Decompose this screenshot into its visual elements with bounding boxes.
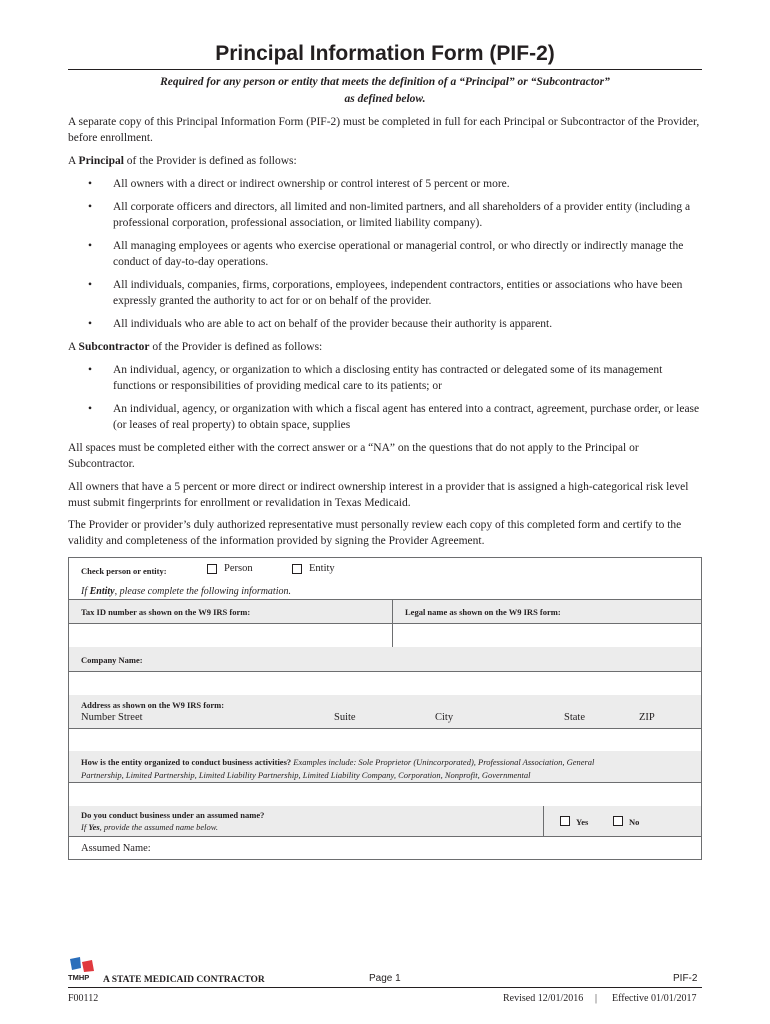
divider xyxy=(69,836,701,837)
revised-date: Revised 12/01/2016 xyxy=(503,993,584,1004)
certify-paragraph: The Provider or provider’s duly authorized representative must personally review each copy of this completed form and certify to the validity and completeness of the information provided by signing the Provider Agreement. xyxy=(68,519,682,547)
page-number: Page 1 xyxy=(369,973,401,984)
principal-bullet: • All owners with a direct or indirect ownership or control interest of 5 percent or more. xyxy=(88,178,510,190)
entity-checkbox[interactable] xyxy=(292,564,302,574)
divider xyxy=(69,671,701,672)
form-code: PIF-2 xyxy=(673,973,698,984)
entity-option-label: Entity xyxy=(309,563,335,574)
owners-paragraph: All owners that have a 5 percent or more direct or indirect ownership interest in a provider that is assigned a high-categorical risk level must submit fingerprints for enrollment or revalidation in Texas Medicaid. xyxy=(68,481,689,509)
address-input[interactable] xyxy=(81,734,691,750)
tax-id-label: Tax ID number as shown on the W9 IRS form: xyxy=(81,607,251,617)
company-name-input[interactable] xyxy=(81,677,691,693)
organization-question: How is the entity organized to conduct business activities? Examples include: Sole Proprietor (Unincorporated), Professional Association, General Partnership, Limited Partnership, Limited Liability Partnership, Limited Liability Company, Corporation, Nonprofit, Governmental xyxy=(81,757,595,780)
company-header-band xyxy=(69,647,701,671)
subtitle xyxy=(68,74,702,108)
intro-paragraph: A separate copy of this Principal Information Form (PIF-2) must be completed in full for each Principal or Subcontractor of the Provider, before enrollment. xyxy=(68,116,700,144)
tmhp-logo-text: TMHP xyxy=(68,973,90,982)
subcontractor-definition: A Subcontractor of the Provider is defined as follows: xyxy=(68,341,323,353)
check-person-entity-label: Check person or entity: xyxy=(81,566,167,576)
principal-term: Principal xyxy=(78,155,124,167)
footer-separator: | xyxy=(595,993,598,1004)
assumed-name-question: Do you conduct business under an assumed name? xyxy=(81,810,265,820)
principal-bullet: • All individuals, companies, firms, corporations, employees, independent contractors, entities or associations who have been expressly granted the authority to act for or on behalf of the provider. xyxy=(88,279,683,307)
divider xyxy=(69,782,701,783)
footer-rule xyxy=(68,987,702,988)
subtitle-line-1: Required for any person or entity that meets the definition of a “Principal” or “Subcontractor” xyxy=(160,76,610,88)
form-number: F00112 xyxy=(68,993,99,1004)
tax-id-input[interactable] xyxy=(81,629,381,645)
person-checkbox[interactable] xyxy=(207,564,217,574)
assumed-yes-checkbox[interactable] xyxy=(560,816,570,826)
column-divider xyxy=(543,806,544,836)
person-option-label: Person xyxy=(224,563,253,574)
tmhp-logo xyxy=(68,956,98,986)
assumed-name-label: Assumed Name: xyxy=(81,843,151,854)
entity-note: If Entity, please complete the following information. xyxy=(81,586,291,597)
assumed-yes-label: Yes xyxy=(576,817,589,827)
page-title: Principal Information Form (PIF-2) xyxy=(215,42,555,65)
assumed-name-note: If Yes, provide the assumed name below. xyxy=(81,822,218,832)
legal-name-label: Legal name as shown on the W9 IRS form: xyxy=(405,607,561,617)
organization-input[interactable] xyxy=(81,788,691,804)
address-col-suite: Suite xyxy=(334,712,356,723)
principal-definition: A Principal of the Provider is defined as follows: xyxy=(68,155,297,167)
subcontractor-bullet: • An individual, agency, or organization to which a disclosing entity has contracted or delegated some of its management functions or responsibilities of providing medical care to its patients; or xyxy=(88,364,663,392)
address-col-city: City xyxy=(435,712,454,723)
entity-form xyxy=(68,557,702,860)
address-col-zip: ZIP xyxy=(639,712,655,723)
spaces-paragraph: All spaces must be completed either with the correct answer or a “NA” on the questions that do not apply to the Principal or Subcontractor. xyxy=(68,442,639,470)
effective-date: Effective 01/01/2017 xyxy=(612,993,697,1004)
address-label: Address as shown on the W9 IRS form: xyxy=(81,700,225,710)
address-col-number-street: Number Street xyxy=(81,712,143,723)
assumed-no-checkbox[interactable] xyxy=(613,816,623,826)
company-name-label: Company Name: xyxy=(81,655,143,665)
divider xyxy=(69,599,701,600)
column-divider xyxy=(392,599,393,647)
divider xyxy=(69,728,701,729)
legal-name-input[interactable] xyxy=(405,629,695,645)
divider xyxy=(69,623,701,624)
contractor-text: A STATE MEDICAID CONTRACTOR xyxy=(103,975,265,985)
subcontractor-bullet: • An individual, agency, or organization with which a fiscal agent has entered into a contract, agreement, purchase order, or lease (or leases of real property) to obtain space, supplies xyxy=(88,403,700,431)
subtitle-line-2: as defined below. xyxy=(344,93,426,105)
principal-bullet: • All managing employees or agents who exercise operational or managerial control, or who directly or indirectly manage the conduct of day-to-day operations. xyxy=(88,240,684,268)
assumed-name-input[interactable] xyxy=(169,841,689,857)
title-rule xyxy=(68,69,702,70)
address-col-state: State xyxy=(564,712,585,723)
principal-bullet: • All corporate officers and directors, all limited and non-limited partners, and all shareholders of a provider entity (including a professional corporation, professional association, or limited liability company). xyxy=(88,201,691,229)
assumed-no-label: No xyxy=(629,817,640,827)
subcontractor-term: Subcontractor xyxy=(78,341,150,353)
principal-bullet: • All individuals who are able to act on behalf of the provider because their authority is apparent. xyxy=(88,318,553,330)
